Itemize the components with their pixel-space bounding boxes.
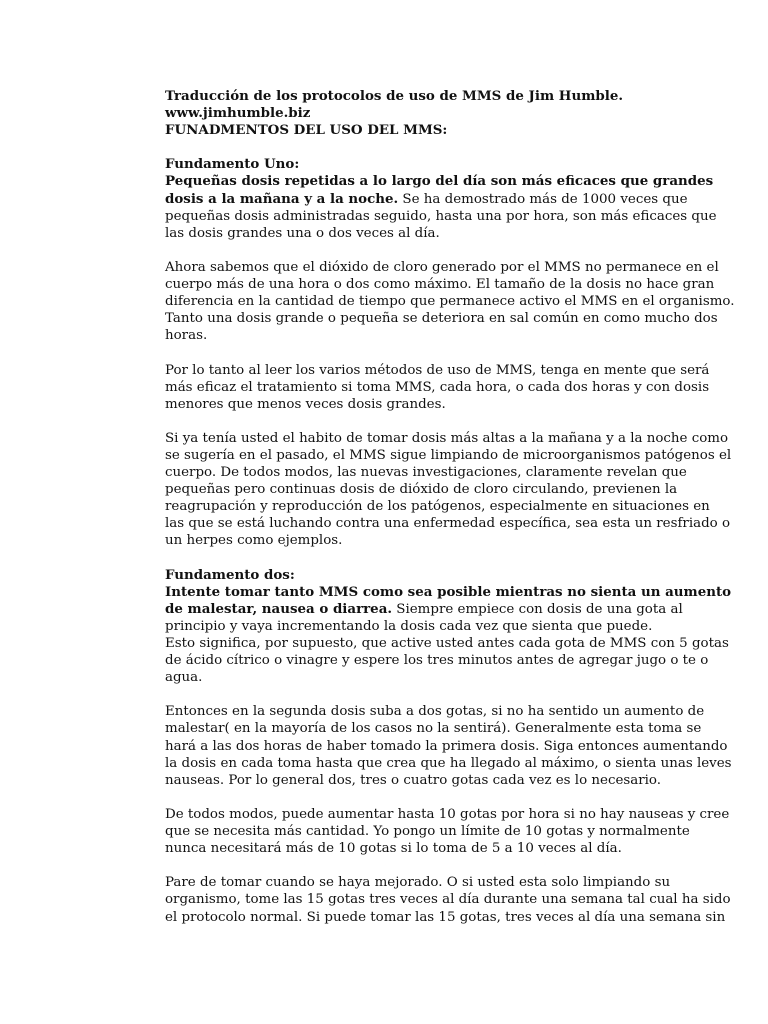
text-line: nunca necesitará más de 10 gotas si lo toma de 5 a 10 veces al día. [165, 841, 622, 857]
fundamento-uno-p3 [165, 362, 713, 413]
text-line: reagrupación y reproducción de los patógenos, especialmente en situaciones en [165, 499, 710, 515]
text-line: organismo, tome las 15 gotas tres veces al día durante una semana tal cual ha sido [165, 892, 731, 908]
text-line: de ácido cítrico o vinagre y espere los tres minutos antes de agregar jugo o te o [165, 653, 709, 669]
text-line: Si ya tenía usted el habito de tomar dosis más altas a la mañana y a la noche como [165, 430, 729, 446]
text-line: las dosis grandes una o dos veces al día. [165, 225, 440, 241]
text-line: la dosis en cada toma hasta que crea que ha llegado al máximo, o sienta unas leves [165, 755, 732, 771]
fundamento-dos-p2 [165, 703, 732, 788]
text-line: Tanto una dosis grande o pequeña se deteriora en sal común en como mucho dos [165, 311, 718, 327]
text-line: principio y vaya incrementando la dosis cada vez que sienta que puede. [165, 618, 653, 634]
fundamento-dos-heading: Fundamento dos: [165, 566, 295, 583]
text-line: nauseas. Por lo general dos, tres o cuatro gotas cada vez es lo necesario. [165, 772, 662, 788]
text-line: más eficaz el tratamiento si toma MMS, cada hora, o cada dos horas y con dosis [165, 379, 710, 395]
document-header [165, 88, 713, 139]
document-body [165, 88, 735, 926]
fundamento-uno-p4 [165, 430, 732, 550]
text-line [165, 191, 713, 208]
text-line: Por lo tanto al leer los varios métodos de uso de MMS, tenga en mente que será [165, 362, 710, 378]
fundamento-uno-p1 [165, 156, 717, 241]
text-line: pequeñas dosis administradas seguido, hasta una por hora, son más eficaces que [165, 208, 717, 224]
text-span: Siempre empiece con dosis de una gota al [392, 601, 683, 617]
text-line: Ahora sabemos que el dióxido de cloro generado por el MMS no permanece en el [165, 259, 719, 275]
text-line: cuerpo. De todos modos, las nuevas investigaciones, claramente revelan que [165, 465, 687, 481]
text-line: el protocolo normal. Si puede tomar las 15 gotas, tres veces al día una semana sin [165, 909, 726, 925]
document-title: Traducción de los protocolos de uso de MMS de Jim Humble. [165, 88, 623, 104]
text-line: horas. [165, 328, 208, 344]
bold-text: dosis a la mañana y a la noche. [165, 190, 399, 207]
fundamento-dos-p3 [165, 806, 730, 857]
fundamento-dos-p4 [165, 874, 731, 925]
fundamento-dos-p1 [165, 566, 732, 687]
fundamento-uno-heading: Fundamento Uno: [165, 156, 300, 173]
bold-text: de malestar, nausea o diarrea. [165, 600, 393, 617]
text-line: agua. [165, 670, 203, 686]
text-line: malestar( en la mayoría de los casos no la sentirá). Generalmente esta toma se [165, 721, 702, 737]
text-line: que se necesita más cantidad. Yo pongo un límite de 10 gotas y normalmente [165, 824, 690, 840]
text-line: Pequeñas dosis repetidas a lo largo del día son más eficaces que grandes [165, 173, 714, 190]
text-line: menores que menos veces dosis grandes. [165, 396, 446, 412]
document-url: www.jimhumble.biz [165, 105, 311, 122]
text-line: un herpes como ejemplos. [165, 533, 343, 549]
text-line: pequeñas pero continuas dosis de dióxido de cloro circulando, previenen la [165, 482, 678, 498]
text-line: Esto significa, por supuesto, que active usted antes cada gota de MMS con 5 gotas [165, 636, 729, 651]
text-line: cuerpo más de una hora o dos como máximo. El tamaño de la dosis no hace gran [165, 277, 715, 293]
text-line: diferencia en la cantidad de tiempo que permanece activo el MMS en el organismo. [165, 294, 735, 310]
text-line: hará a las dos horas de haber tomado la primera dosis. Siga entonces aumentando [165, 738, 728, 754]
text-line: Pare de tomar cuando se haya mejorado. O si usted esta solo limpiando su [165, 875, 671, 891]
text-line: las que se está luchando contra una enfermedad específica, sea esta un resfriado o [165, 516, 731, 532]
document-subtitle: FUNADMENTOS DEL USO DEL MMS: [165, 122, 448, 139]
text-line: Entonces en la segunda dosis suba a dos gotas, si no ha sentido un aumento de [165, 704, 705, 720]
text-span: Se ha demostrado más de 1000 veces que [398, 191, 688, 207]
text-line [165, 601, 713, 618]
fundamento-uno-p2 [165, 259, 735, 344]
text-line: Intente tomar tanto MMS como sea posible mientras no sienta un aumento [165, 583, 732, 600]
text-line: se sugería en el pasado, el MMS sigue limpiando de microorganismos patógenos el [165, 447, 732, 463]
text-line: De todos modos, puede aumentar hasta 10 gotas por hora si no hay nauseas y cree [165, 806, 730, 822]
